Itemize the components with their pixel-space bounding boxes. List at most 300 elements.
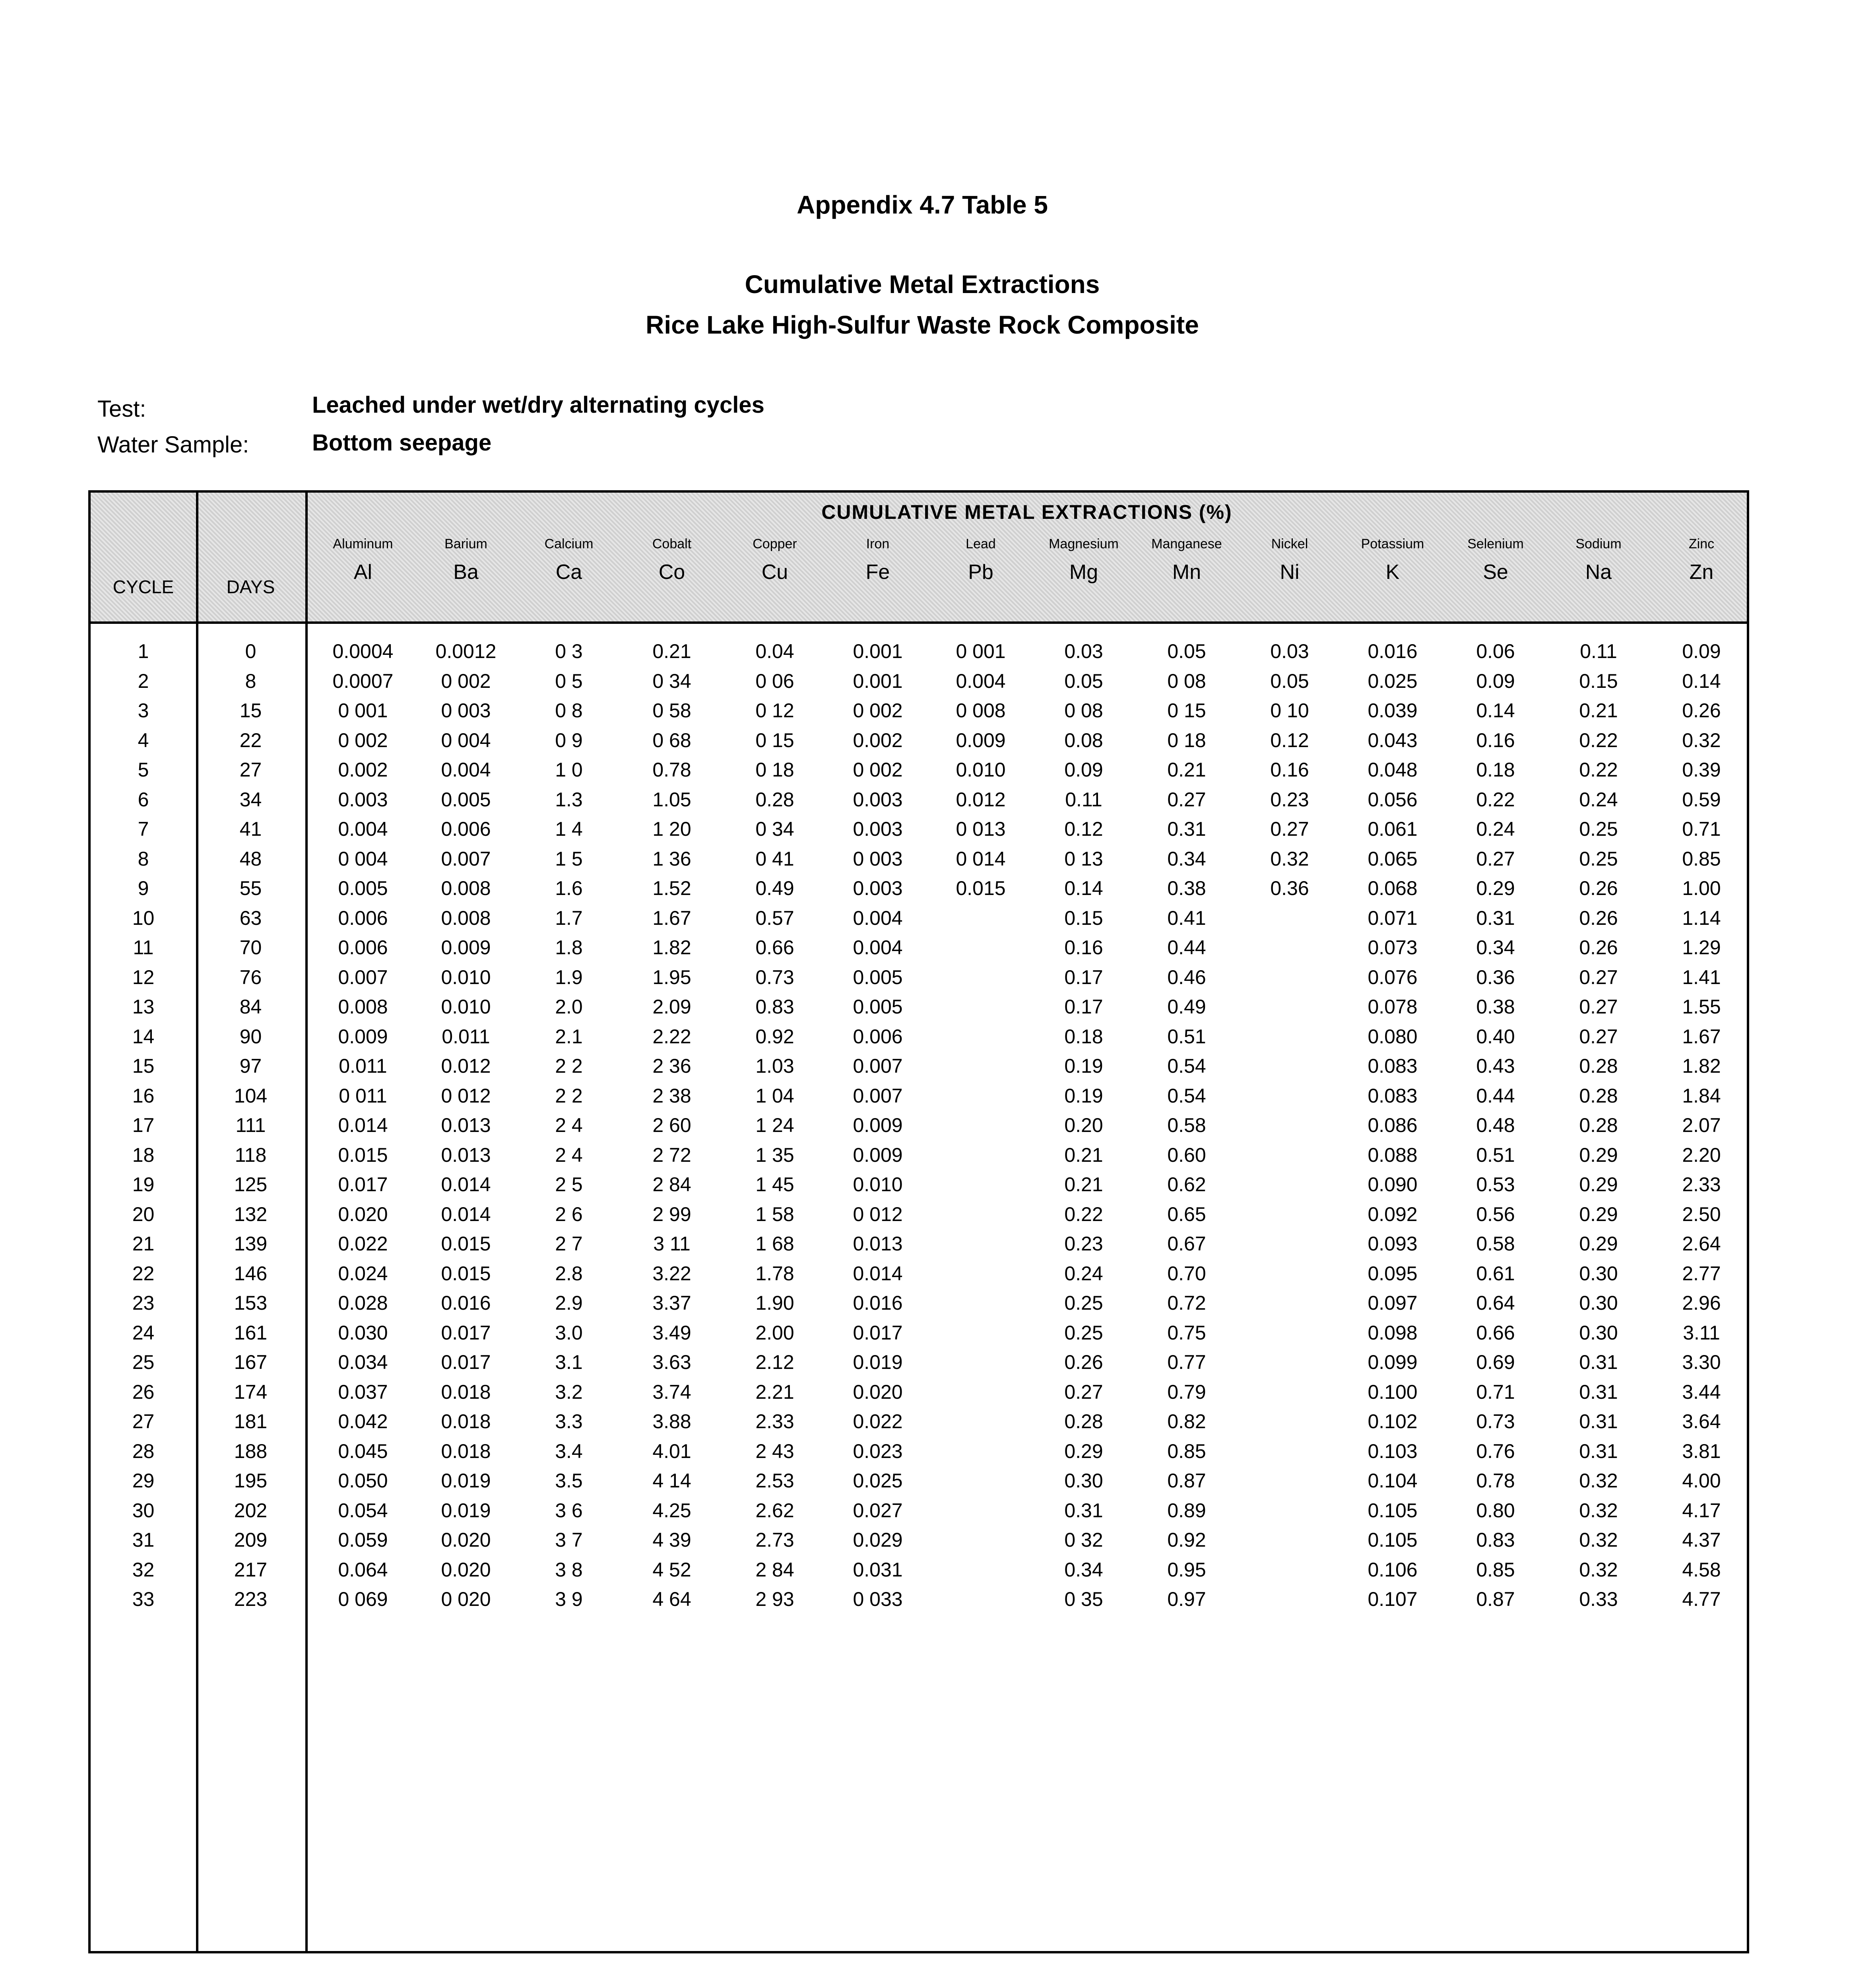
value-cell: 0.27 (1476, 847, 1515, 870)
value-cell: 0.013 (441, 1143, 491, 1166)
value-cell: 2 6 (555, 1203, 583, 1225)
value-cell: 0.042 (338, 1410, 388, 1433)
column-name: Manganese (1151, 536, 1222, 551)
column-symbol: Al (353, 561, 372, 584)
days-cell: 34 (239, 788, 262, 811)
value-cell: 0.80 (1476, 1499, 1515, 1522)
value-cell: 0 033 (853, 1588, 903, 1610)
value-cell: 0.020 (853, 1380, 903, 1403)
value-cell: 0.57 (755, 907, 794, 929)
value-cell: 0.29 (1064, 1440, 1103, 1462)
value-cell: 0 069 (338, 1588, 388, 1610)
cycle-cell: 1 (138, 640, 149, 662)
value-cell: 0.012 (441, 1055, 491, 1077)
value-cell: 0.011 (339, 1055, 387, 1077)
value-cell: 0.79 (1167, 1380, 1206, 1403)
value-cell: 1.41 (1682, 966, 1721, 988)
table-row (91, 788, 1747, 817)
value-cell: 0 18 (755, 759, 794, 781)
value-cell: 0.027 (853, 1499, 903, 1522)
value-cell: 0.19 (1064, 1055, 1103, 1077)
cycle-cell: 2 (138, 670, 149, 692)
cycle-cell: 15 (132, 1055, 155, 1077)
value-cell: 0.31 (1064, 1499, 1103, 1522)
value-cell: 0.44 (1476, 1084, 1515, 1107)
value-cell: 0.34 (1476, 936, 1515, 959)
column-symbol: Ni (1280, 561, 1300, 584)
value-cell: 0.059 (338, 1529, 388, 1551)
column-symbol: Zn (1689, 561, 1714, 584)
value-cell: 0.007 (853, 1055, 903, 1077)
table-row (91, 1351, 1747, 1380)
value-cell: 0.006 (338, 907, 388, 929)
value-cell: 0.019 (853, 1351, 903, 1373)
value-cell: 0 020 (441, 1588, 491, 1610)
value-cell: 0.018 (441, 1410, 491, 1433)
value-cell: 0.020 (338, 1203, 388, 1225)
value-cell: 0.78 (652, 759, 691, 781)
value-cell: 0.66 (1476, 1321, 1515, 1344)
value-cell: 0.011 (442, 1025, 490, 1048)
table-row (91, 847, 1747, 877)
value-cell: 0 003 (853, 847, 903, 870)
group-header: CUMULATIVE METAL EXTRACTIONS (%) (821, 501, 1232, 523)
value-cell: 0.102 (1368, 1410, 1418, 1433)
value-cell: 0.015 (441, 1233, 491, 1255)
value-cell: 0.62 (1167, 1173, 1206, 1196)
value-cell: 0.001 (853, 670, 903, 692)
value-cell: 0.72 (1167, 1292, 1206, 1314)
test-value: Leached under wet/dry alternating cycles (312, 392, 764, 418)
value-cell: 0.29 (1579, 1233, 1618, 1255)
value-cell: 0 011 (339, 1084, 387, 1107)
column-symbol: Ba (453, 561, 479, 584)
value-cell: 2.9 (555, 1292, 583, 1314)
days-cell: 90 (239, 1025, 262, 1048)
column-symbol: Pb (968, 561, 993, 584)
value-cell: 0.49 (755, 877, 794, 899)
value-cell: 4.25 (652, 1499, 691, 1522)
column-name: Aluminum (333, 536, 393, 551)
value-cell: 0.11 (1580, 640, 1617, 662)
column-name: Iron (866, 536, 890, 551)
table-row (91, 907, 1747, 936)
value-cell: 0.44 (1167, 936, 1206, 959)
days-cell: 55 (239, 877, 262, 899)
value-cell: 0.16 (1270, 759, 1309, 781)
value-cell: 4.37 (1682, 1529, 1721, 1551)
value-cell: 3.30 (1682, 1351, 1721, 1373)
cycle-cell: 6 (138, 788, 149, 811)
value-cell: 1.67 (1682, 1025, 1721, 1048)
value-cell: 0.33 (1579, 1588, 1618, 1610)
table-row (91, 877, 1747, 906)
value-cell: 0 34 (755, 818, 794, 840)
value-cell: 2.21 (755, 1380, 794, 1403)
column-name: Potassium (1361, 536, 1424, 551)
value-cell: 0.71 (1682, 818, 1721, 840)
column-symbol: K (1385, 561, 1400, 584)
value-cell: 2 4 (555, 1143, 583, 1166)
value-cell: 0.017 (853, 1321, 903, 1344)
value-cell: 0.050 (338, 1470, 388, 1492)
value-cell: 0.69 (1476, 1351, 1515, 1373)
value-cell: 2.07 (1682, 1114, 1721, 1136)
value-cell: 0.097 (1368, 1292, 1418, 1314)
value-cell: 0.21 (652, 640, 691, 662)
value-cell: 0.16 (1476, 729, 1515, 751)
water-sample-label: Water Sample: (97, 432, 249, 458)
value-cell: 0.12 (1064, 818, 1103, 840)
value-cell: 0.073 (1368, 936, 1418, 959)
value-cell: 0.24 (1476, 818, 1515, 840)
value-cell: 3.74 (652, 1380, 691, 1403)
value-cell: 0.92 (1167, 1529, 1206, 1551)
value-cell: 0.006 (853, 1025, 903, 1048)
value-cell: 1.90 (755, 1292, 794, 1314)
value-cell: 0 18 (1167, 729, 1206, 751)
value-cell: 3.64 (1682, 1410, 1721, 1433)
value-cell: 1.95 (652, 966, 691, 988)
value-cell: 0.004 (441, 759, 491, 781)
value-cell: 0.18 (1476, 759, 1515, 781)
value-cell: 4.00 (1682, 1470, 1721, 1492)
value-cell: 0 41 (755, 847, 794, 870)
value-cell: 0.006 (441, 818, 491, 840)
value-cell: 0.018 (441, 1380, 491, 1403)
value-cell: 3.5 (555, 1470, 583, 1492)
value-cell: 3 6 (555, 1499, 583, 1522)
value-cell: 0.70 (1167, 1262, 1206, 1285)
value-cell: 0 002 (441, 670, 491, 692)
value-cell: 0.045 (338, 1440, 388, 1462)
value-cell: 0 012 (853, 1203, 903, 1225)
value-cell: 0.008 (338, 996, 388, 1018)
days-cell: 84 (239, 996, 262, 1018)
table-row (91, 1262, 1747, 1291)
value-cell: 0.61 (1476, 1262, 1515, 1285)
column-symbol: Mg (1069, 561, 1098, 584)
value-cell: 0.60 (1167, 1143, 1206, 1166)
value-cell: 3 7 (555, 1529, 583, 1551)
value-cell: 0.28 (755, 788, 794, 811)
value-cell: 0.019 (441, 1470, 491, 1492)
value-cell: 0.107 (1368, 1588, 1418, 1610)
value-cell: 0.25 (1064, 1292, 1103, 1314)
value-cell: 3.4 (555, 1440, 583, 1462)
value-cell: 1.67 (652, 907, 691, 929)
days-cell: 188 (234, 1440, 268, 1462)
table-row (91, 1232, 1747, 1262)
cycle-cell: 12 (132, 966, 155, 988)
value-cell: 0.05 (1064, 670, 1103, 692)
value-cell: 1.6 (555, 877, 583, 899)
value-cell: 3.2 (555, 1380, 583, 1403)
value-cell: 2 93 (755, 1588, 794, 1610)
days-cell: 27 (239, 759, 262, 781)
value-cell: 2.73 (755, 1529, 794, 1551)
column-name: Lead (966, 536, 996, 551)
value-cell: 1.52 (652, 877, 691, 899)
value-cell: 0.028 (338, 1292, 388, 1314)
cycle-cell: 19 (132, 1173, 155, 1196)
value-cell: 2 43 (755, 1440, 794, 1462)
value-cell: 0.29 (1579, 1143, 1618, 1166)
value-cell: 0.17 (1064, 966, 1103, 988)
value-cell: 0.58 (1167, 1114, 1206, 1136)
value-cell: 0.24 (1579, 788, 1618, 811)
value-cell: 0.007 (338, 966, 388, 988)
value-cell: 1 35 (755, 1143, 794, 1166)
cycle-cell: 13 (132, 996, 155, 1018)
value-cell: 0.19 (1064, 1084, 1103, 1107)
column-name: Nickel (1271, 536, 1308, 551)
value-cell: 1.82 (1682, 1055, 1721, 1077)
value-cell: 0 68 (652, 729, 691, 751)
value-cell: 0.32 (1579, 1470, 1618, 1492)
value-cell: 1.78 (755, 1262, 794, 1285)
days-cell: 181 (234, 1410, 268, 1433)
value-cell: 2.0 (555, 996, 583, 1018)
cycle-cell: 24 (132, 1321, 155, 1344)
value-cell: 1 04 (755, 1084, 794, 1107)
days-cell: 76 (239, 966, 262, 988)
value-cell: 0.093 (1368, 1233, 1418, 1255)
value-cell: 0.95 (1167, 1558, 1206, 1581)
table-row (91, 1173, 1747, 1202)
value-cell: 0.010 (441, 966, 491, 988)
cycle-header: CYCLE (113, 577, 174, 597)
value-cell: 0.020 (441, 1558, 491, 1581)
value-cell: 0.105 (1368, 1529, 1418, 1551)
days-cell: 153 (234, 1292, 268, 1314)
days-cell: 167 (234, 1351, 268, 1373)
value-cell: 0.34 (1064, 1558, 1103, 1581)
value-cell: 0.015 (956, 877, 1006, 899)
cycle-cell: 21 (132, 1233, 155, 1255)
cycle-cell: 11 (133, 936, 154, 959)
value-cell: 0.103 (1368, 1440, 1418, 1462)
value-cell: 2.8 (555, 1262, 583, 1285)
value-cell: 0.31 (1579, 1410, 1618, 1433)
value-cell: 0.004 (956, 670, 1006, 692)
value-cell: 1 58 (755, 1203, 794, 1225)
value-cell: 0 014 (956, 847, 1006, 870)
value-cell: 2 7 (555, 1233, 583, 1255)
value-cell: 4 14 (652, 1470, 691, 1492)
value-cell: 0.099 (1368, 1351, 1418, 1373)
cycle-cell: 32 (132, 1558, 155, 1581)
value-cell: 0.015 (338, 1143, 388, 1166)
value-cell: 0.24 (1064, 1262, 1103, 1285)
value-cell: 0 06 (755, 670, 794, 692)
value-cell: 0 002 (338, 729, 388, 751)
table-row (91, 1291, 1747, 1321)
days-cell: 217 (234, 1558, 268, 1581)
value-cell: 0 002 (853, 699, 903, 722)
value-cell: 0.22 (1064, 1203, 1103, 1225)
value-cell: 2.64 (1682, 1233, 1721, 1255)
value-cell: 0 12 (755, 699, 794, 722)
days-cell: 48 (239, 847, 262, 870)
value-cell: 0.071 (1368, 907, 1418, 929)
value-cell: 1.55 (1682, 996, 1721, 1018)
value-cell: 0.03 (1064, 640, 1103, 662)
column-name: Selenium (1467, 536, 1524, 551)
column-name: Sodium (1575, 536, 1622, 551)
value-cell: 0.004 (853, 907, 903, 929)
value-cell: 0.048 (1368, 759, 1418, 781)
value-cell: 0.088 (1368, 1143, 1418, 1166)
value-cell: 0.75 (1167, 1321, 1206, 1344)
column-symbol: Co (658, 561, 685, 584)
value-cell: 0.083 (1368, 1055, 1418, 1077)
value-cell: 0.106 (1368, 1558, 1418, 1581)
value-cell: 0.019 (441, 1499, 491, 1522)
value-cell: 0.023 (853, 1440, 903, 1462)
value-cell: 0.15 (1064, 907, 1103, 929)
column-symbol: Fe (865, 561, 890, 584)
value-cell: 0 001 (956, 640, 1006, 662)
cycle-cell: 27 (132, 1410, 155, 1433)
value-cell: 0.0007 (332, 670, 394, 692)
value-cell: 0.82 (1167, 1410, 1206, 1433)
cycle-cell: 10 (132, 907, 155, 929)
value-cell: 0.08 (1064, 729, 1103, 751)
value-cell: 0.64 (1476, 1292, 1515, 1314)
value-cell: 2.00 (755, 1321, 794, 1344)
value-cell: 0.080 (1368, 1025, 1418, 1048)
value-cell: 0.17 (1064, 996, 1103, 1018)
value-cell: 0 003 (441, 699, 491, 722)
days-cell: 195 (234, 1470, 268, 1492)
table-row (91, 1054, 1747, 1084)
value-cell: 0.26 (1579, 936, 1618, 959)
value-cell: 0 002 (853, 759, 903, 781)
days-cell: 97 (239, 1055, 262, 1077)
value-cell: 0 012 (441, 1084, 491, 1107)
value-cell: 0.78 (1476, 1470, 1515, 1492)
value-cell: 0.104 (1368, 1470, 1418, 1492)
value-cell: 1.84 (1682, 1084, 1721, 1107)
extraction-table (88, 490, 1749, 1953)
value-cell: 0 32 (1064, 1529, 1103, 1551)
value-cell: 0.006 (338, 936, 388, 959)
days-cell: 118 (235, 1143, 267, 1166)
value-cell: 0.41 (1167, 907, 1206, 929)
value-cell: 0.27 (1579, 1025, 1618, 1048)
value-cell: 0.03 (1270, 640, 1309, 662)
value-cell: 0.003 (338, 788, 388, 811)
cycle-cell: 26 (132, 1380, 155, 1403)
table-row (91, 1588, 1747, 1617)
value-cell: 0.22 (1579, 729, 1618, 751)
value-cell: 2 72 (652, 1143, 691, 1166)
cycle-cell: 5 (138, 759, 149, 781)
value-cell: 0.23 (1064, 1233, 1103, 1255)
table-row (91, 1380, 1747, 1410)
value-cell: 0.27 (1579, 966, 1618, 988)
value-cell: 0.008 (441, 907, 491, 929)
days-cell: 125 (234, 1173, 268, 1196)
cycle-cell: 28 (132, 1440, 155, 1462)
value-cell: 0.58 (1476, 1233, 1515, 1255)
value-cell: 0.30 (1579, 1262, 1618, 1285)
value-cell: 1.3 (555, 788, 583, 811)
value-cell: 1 20 (652, 818, 691, 840)
value-cell: 0.095 (1368, 1262, 1418, 1285)
value-cell: 0.32 (1682, 729, 1721, 751)
days-cell: 70 (239, 936, 262, 959)
value-cell: 0.022 (338, 1233, 388, 1255)
value-cell: 4.17 (1682, 1499, 1721, 1522)
value-cell: 0.22 (1579, 759, 1618, 781)
value-cell: 0.29 (1476, 877, 1515, 899)
value-cell: 1 4 (555, 818, 583, 840)
days-cell: 223 (234, 1588, 268, 1610)
value-cell: 0.83 (755, 996, 794, 1018)
value-cell: 0.28 (1579, 1114, 1618, 1136)
table-row (91, 729, 1747, 758)
table-row (91, 1143, 1747, 1173)
column-name: Copper (753, 536, 797, 551)
value-cell: 0.71 (1476, 1380, 1515, 1403)
days-cell: 15 (239, 699, 262, 722)
value-cell: 2.09 (652, 996, 691, 1018)
days-cell: 139 (234, 1233, 268, 1255)
value-cell: 0.017 (441, 1351, 491, 1373)
value-cell: 0.078 (1368, 996, 1418, 1018)
value-cell: 0.009 (853, 1114, 903, 1136)
value-cell: 0.016 (853, 1292, 903, 1314)
value-cell: 0.32 (1579, 1529, 1618, 1551)
value-cell: 0 008 (956, 699, 1006, 722)
column-symbol: Cu (761, 561, 788, 584)
days-cell: 22 (239, 729, 262, 751)
table-row (91, 1528, 1747, 1558)
value-cell: 4.58 (1682, 1558, 1721, 1581)
value-cell: 0.05 (1167, 640, 1206, 662)
value-cell: 0.25 (1579, 818, 1618, 840)
value-cell: 0.14 (1064, 877, 1103, 899)
value-cell: 2.53 (755, 1470, 794, 1492)
value-cell: 0.013 (441, 1114, 491, 1136)
cycle-cell: 22 (132, 1262, 155, 1285)
value-cell: 0 013 (956, 818, 1006, 840)
value-cell: 0.003 (853, 818, 903, 840)
value-cell: 0.014 (441, 1203, 491, 1225)
value-cell: 0.76 (1476, 1440, 1515, 1462)
value-cell: 0.18 (1064, 1025, 1103, 1048)
value-cell: 0.14 (1682, 670, 1721, 692)
table-row (91, 1084, 1747, 1114)
value-cell: 3.1 (555, 1351, 583, 1373)
value-cell: 0.010 (853, 1173, 903, 1196)
value-cell: 0.49 (1167, 996, 1206, 1018)
cycle-cell: 9 (138, 877, 149, 899)
value-cell: 0.21 (1064, 1173, 1103, 1196)
value-cell: 0.28 (1579, 1055, 1618, 1077)
water-sample-value: Bottom seepage (312, 430, 492, 456)
value-cell: 0.31 (1476, 907, 1515, 929)
value-cell: 0.004 (853, 936, 903, 959)
value-cell: 0.34 (1167, 847, 1206, 870)
table-row (91, 758, 1747, 788)
value-cell: 0.015 (441, 1262, 491, 1285)
value-cell: 3.11 (1683, 1321, 1720, 1344)
value-cell: 0.15 (1579, 670, 1618, 692)
value-cell: 0.48 (1476, 1114, 1515, 1136)
